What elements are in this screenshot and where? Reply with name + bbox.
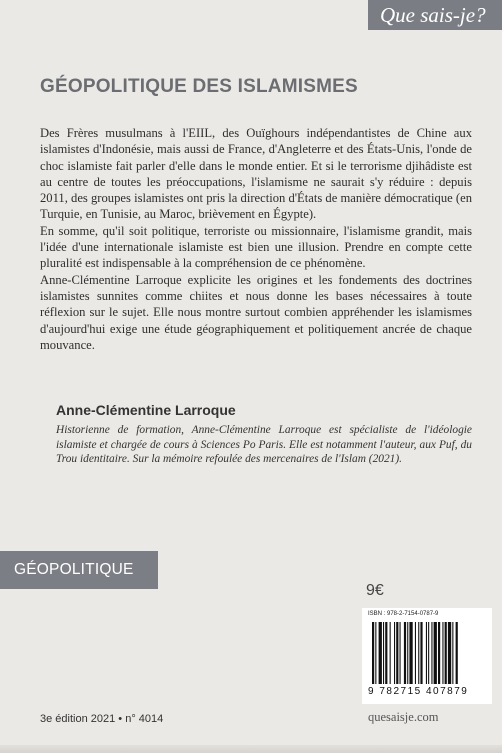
barcode-bar xyxy=(442,622,443,684)
barcode-bar xyxy=(434,622,437,684)
barcode-bar xyxy=(383,622,384,684)
barcode-bar xyxy=(404,622,406,684)
barcode-bar xyxy=(420,622,422,684)
barcode-bar xyxy=(445,622,447,684)
barcode-bar xyxy=(375,622,376,684)
barcode-bar xyxy=(438,622,440,684)
description-paragraph-1: Des Frères musulmans à l'EIIL, des Ouïghours indépendantistes de Chine aux islamistes d'Indonésie, mais aussi de France, d'Angleterre et des États-Unis, l'onde de choc islamiste fait parler d'elle dans le monde entier. Et si le terrorisme djihâdiste est au centre de toutes les préoccupations, l'islamisme ne saurait s'y réduire : depuis 2011, des groupes islamistes ont pris la direction d'États de manière démocratique (en Turquie, en Tunisie, au Maroc, brièvement en Égypte). xyxy=(40,126,472,222)
barcode-bar xyxy=(379,622,382,684)
barcode-bar xyxy=(396,622,398,684)
barcode-bar xyxy=(372,622,374,684)
bottom-edge xyxy=(0,745,502,753)
barcode-bar xyxy=(400,622,401,684)
author-bio: Historienne de formation, Anne-Clémentine Larroque est spécialiste de l'idéologie islamiste et chargée de cours à Sciences Po Paris. Elle est notamment l'auteur, aux Puf, du Trou identitaire. Sur la mémoire refoulée des mercenaires de l'Islam (2021). xyxy=(56,424,472,465)
barcode-bar xyxy=(394,622,395,684)
collection-label: GÉOPOLITIQUE xyxy=(0,551,158,589)
book-title: GÉOPOLITIQUE DES ISLAMISMES xyxy=(40,76,358,97)
collection-brand-banner: Que sais-je? xyxy=(368,0,502,30)
barcode-bar xyxy=(409,622,412,684)
barcode-panel xyxy=(362,608,492,704)
barcode-bar xyxy=(390,622,391,684)
description-paragraph-2: En somme, qu'il soit politique, terroriste ou missionnaire, l'islamisme grandit, mais l'idée d'une internationale islamiste est bien une illusion. Prendre en compte cette pluralité est indispensable à la compréhension de ce phénomène. xyxy=(40,223,472,271)
isbn-number: ISBN : 978-2-7154-0787-9 xyxy=(368,611,439,617)
barcode-bar xyxy=(428,622,429,684)
barcode-image xyxy=(372,622,488,684)
barcode-bar xyxy=(385,622,387,684)
barcode-bar xyxy=(418,622,419,684)
author-name: Anne-Clémentine Larroque xyxy=(56,402,236,418)
barcode-bar xyxy=(407,622,408,684)
price: 9€ xyxy=(366,582,384,599)
barcode-bar xyxy=(448,622,451,684)
ean-digits: 9 782715 407879 xyxy=(368,686,469,697)
website-link[interactable]: quesaisje.com xyxy=(368,710,439,724)
barcode-bar xyxy=(431,622,432,684)
barcode-bar xyxy=(426,622,427,684)
book-description xyxy=(40,125,472,353)
edition-info: 3e édition 2021 • n° 4014 xyxy=(40,713,164,725)
barcode-bar xyxy=(456,622,458,684)
barcode-bar xyxy=(452,622,453,684)
description-paragraph-3: Anne-Clémentine Larroque explicite les origines et les fondements des doctrines islamistes sunnites comme chiites et nous donne les bases nécessaires à toute réflexion sur le sujet. Elle nous montre surtout combien appréhender les islamismes d'aujourd'hui exige une étude géographiquement et politiquement ancrée de chaque mouvance. xyxy=(40,272,472,352)
barcode-bar xyxy=(415,622,416,684)
